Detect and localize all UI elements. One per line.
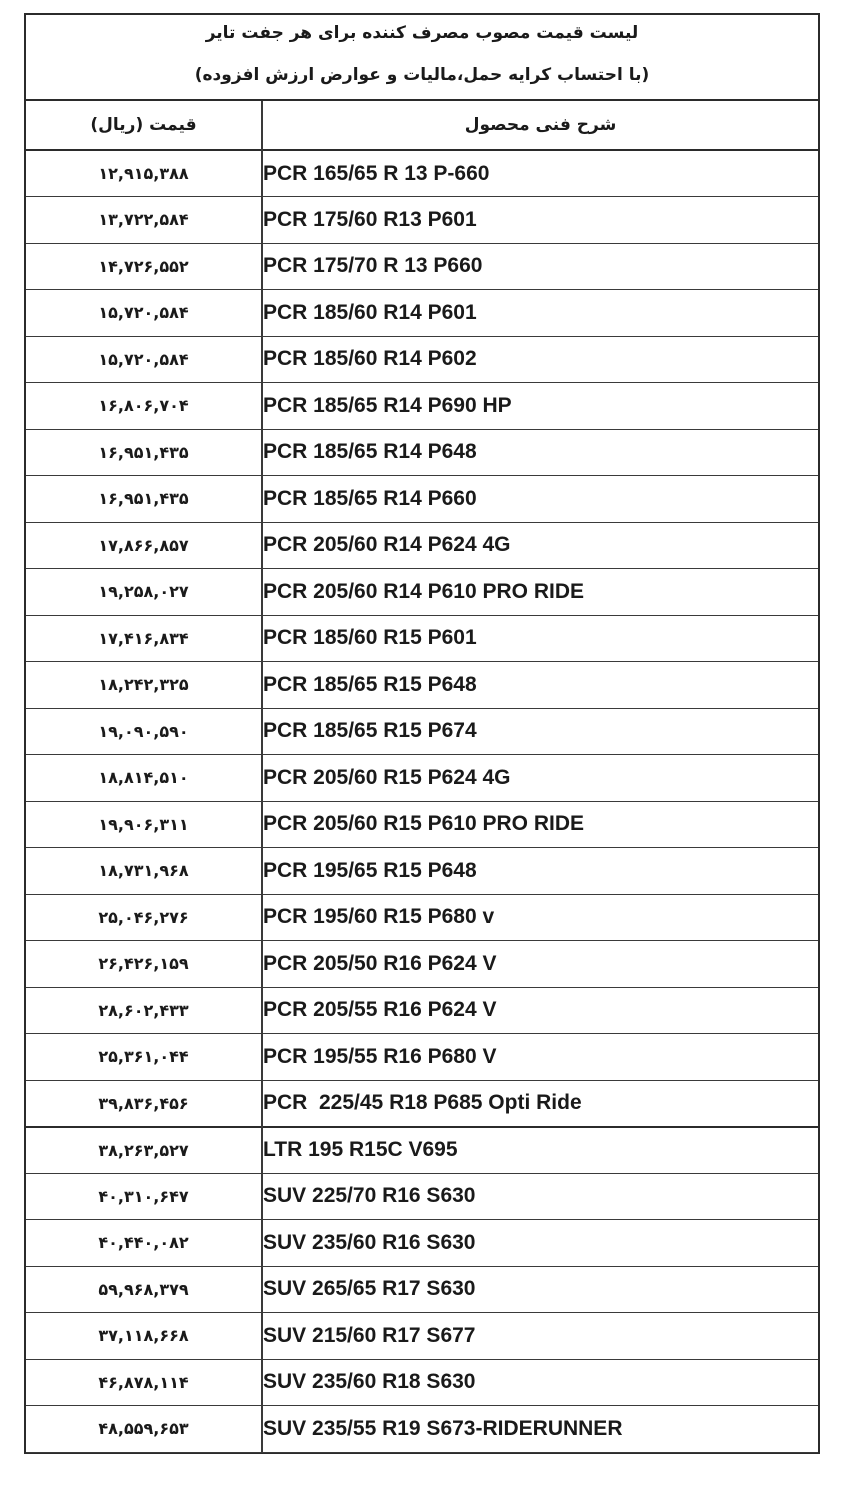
table-row (26, 801, 818, 848)
table-row (26, 336, 818, 383)
table-row (26, 1266, 818, 1313)
table-row (26, 1220, 818, 1267)
price-column-header: قیمت (ریال) (26, 101, 262, 150)
description-cell: PCR 205/60 R15 P624 4G (262, 755, 818, 802)
description-cell: SUV 235/60 R18 S630 (262, 1359, 818, 1406)
description-cell: PCR 205/60 R14 P610 PRO RIDE (262, 569, 818, 616)
table-row (26, 197, 818, 244)
table-row (26, 941, 818, 988)
price-cell: ۴۶,۸۷۸,۱۱۴ (26, 1359, 262, 1406)
description-cell: PCR 165/65 R 13 P-660 (262, 150, 818, 197)
description-cell: PCR 195/65 R15 P648 (262, 848, 818, 895)
description-cell: PCR 205/60 R14 P624 4G (262, 522, 818, 569)
price-cell: ۱۲,۹۱۵,۳۸۸ (26, 150, 262, 197)
price-cell: ۱۹,۰۹۰,۵۹۰ (26, 708, 262, 755)
table-header-row (26, 101, 818, 150)
price-cell: ۱۵,۷۲۰,۵۸۴ (26, 290, 262, 337)
document-title: لیست قیمت مصوب مصرف کننده برای هر جفت تایر (205, 23, 639, 43)
price-cell: ۴۰,۳۱۰,۶۴۷ (26, 1173, 262, 1220)
description-cell: PCR 185/65 R15 P674 (262, 708, 818, 755)
table-row (26, 522, 818, 569)
price-cell: ۱۸,۷۳۱,۹۶۸ (26, 848, 262, 895)
price-cell: ۱۴,۷۲۶,۵۵۲ (26, 243, 262, 290)
price-cell: ۴۸,۵۵۹,۶۵۳ (26, 1406, 262, 1453)
price-cell: ۳۸,۲۶۳,۵۲۷ (26, 1127, 262, 1174)
description-cell: PCR 185/65 R14 P660 (262, 476, 818, 523)
table-row (26, 243, 818, 290)
description-cell: PCR 225/45 R18 P685 Opti Ride (262, 1080, 818, 1127)
table-body (26, 150, 818, 1452)
description-cell: PCR 195/55 R16 P680 V (262, 1034, 818, 1081)
price-cell: ۱۸,۲۴۲,۳۲۵ (26, 662, 262, 709)
table-row (26, 150, 818, 197)
table-row (26, 708, 818, 755)
price-cell: ۱۵,۷۲۰,۵۸۴ (26, 336, 262, 383)
table-row (26, 569, 818, 616)
description-cell: PCR 185/65 R14 P690 HP (262, 383, 818, 430)
table-row (26, 987, 818, 1034)
description-cell: SUV 235/55 R19 S673-RIDERUNNER (262, 1406, 818, 1453)
description-cell: PCR 185/60 R15 P601 (262, 615, 818, 662)
price-cell: ۱۶,۹۵۱,۴۳۵ (26, 429, 262, 476)
price-list-sheet (24, 13, 820, 1454)
table-row (26, 1406, 818, 1453)
price-cell: ۱۶,۸۰۶,۷۰۴ (26, 383, 262, 430)
table-row (26, 429, 818, 476)
description-cell: SUV 235/60 R16 S630 (262, 1220, 818, 1267)
description-cell: PCR 205/55 R16 P624 V (262, 987, 818, 1034)
table-row (26, 894, 818, 941)
price-cell: ۳۹,۸۳۶,۴۵۶ (26, 1080, 262, 1127)
table-row (26, 1080, 818, 1127)
price-cell: ۱۶,۹۵۱,۴۳۵ (26, 476, 262, 523)
price-cell: ۳۷,۱۱۸,۶۶۸ (26, 1313, 262, 1360)
table-row (26, 1313, 818, 1360)
table-row (26, 1173, 818, 1220)
price-cell: ۱۷,۸۶۶,۸۵۷ (26, 522, 262, 569)
price-cell: ۲۸,۶۰۲,۴۳۳ (26, 987, 262, 1034)
description-cell: PCR 175/60 R13 P601 (262, 197, 818, 244)
price-cell: ۲۶,۴۲۶,۱۵۹ (26, 941, 262, 988)
table-row (26, 755, 818, 802)
description-cell: PCR 185/60 R14 P601 (262, 290, 818, 337)
price-cell: ۱۹,۲۵۸,۰۲۷ (26, 569, 262, 616)
price-cell: ۱۷,۴۱۶,۸۳۴ (26, 615, 262, 662)
document-subtitle: (با احتساب کرایه حمل،مالیات و عوارض ارزش افزوده) (194, 65, 650, 85)
description-cell: PCR 175/70 R 13 P660 (262, 243, 818, 290)
description-cell: PCR 195/60 R15 P680 v (262, 894, 818, 941)
table-row (26, 1034, 818, 1081)
price-cell: ۴۰,۴۴۰,۰۸۲ (26, 1220, 262, 1267)
price-cell: ۵۹,۹۶۸,۳۷۹ (26, 1266, 262, 1313)
price-table (26, 101, 818, 1453)
description-cell: SUV 265/65 R17 S630 (262, 1266, 818, 1313)
description-cell: PCR 205/50 R16 P624 V (262, 941, 818, 988)
table-row (26, 476, 818, 523)
price-cell: ۱۹,۹۰۶,۳۱۱ (26, 801, 262, 848)
table-row (26, 383, 818, 430)
table-row (26, 615, 818, 662)
description-cell: PCR 185/65 R15 P648 (262, 662, 818, 709)
table-row (26, 1359, 818, 1406)
price-cell: ۲۵,۰۴۶,۲۷۶ (26, 894, 262, 941)
price-cell: ۱۳,۷۲۲,۵۸۴ (26, 197, 262, 244)
table-row (26, 848, 818, 895)
description-column-header: شرح فنی محصول (262, 101, 818, 150)
table-row (26, 1127, 818, 1174)
description-cell: PCR 205/60 R15 P610 PRO RIDE (262, 801, 818, 848)
table-row (26, 290, 818, 337)
description-cell: PCR 185/60 R14 P602 (262, 336, 818, 383)
table-row (26, 662, 818, 709)
price-cell: ۱۸,۸۱۴,۵۱۰ (26, 755, 262, 802)
description-cell: SUV 215/60 R17 S677 (262, 1313, 818, 1360)
title-block (26, 15, 818, 101)
price-cell: ۲۵,۳۶۱,۰۴۴ (26, 1034, 262, 1081)
description-cell: LTR 195 R15C V695 (262, 1127, 818, 1174)
description-cell: PCR 185/65 R14 P648 (262, 429, 818, 476)
description-cell: SUV 225/70 R16 S630 (262, 1173, 818, 1220)
